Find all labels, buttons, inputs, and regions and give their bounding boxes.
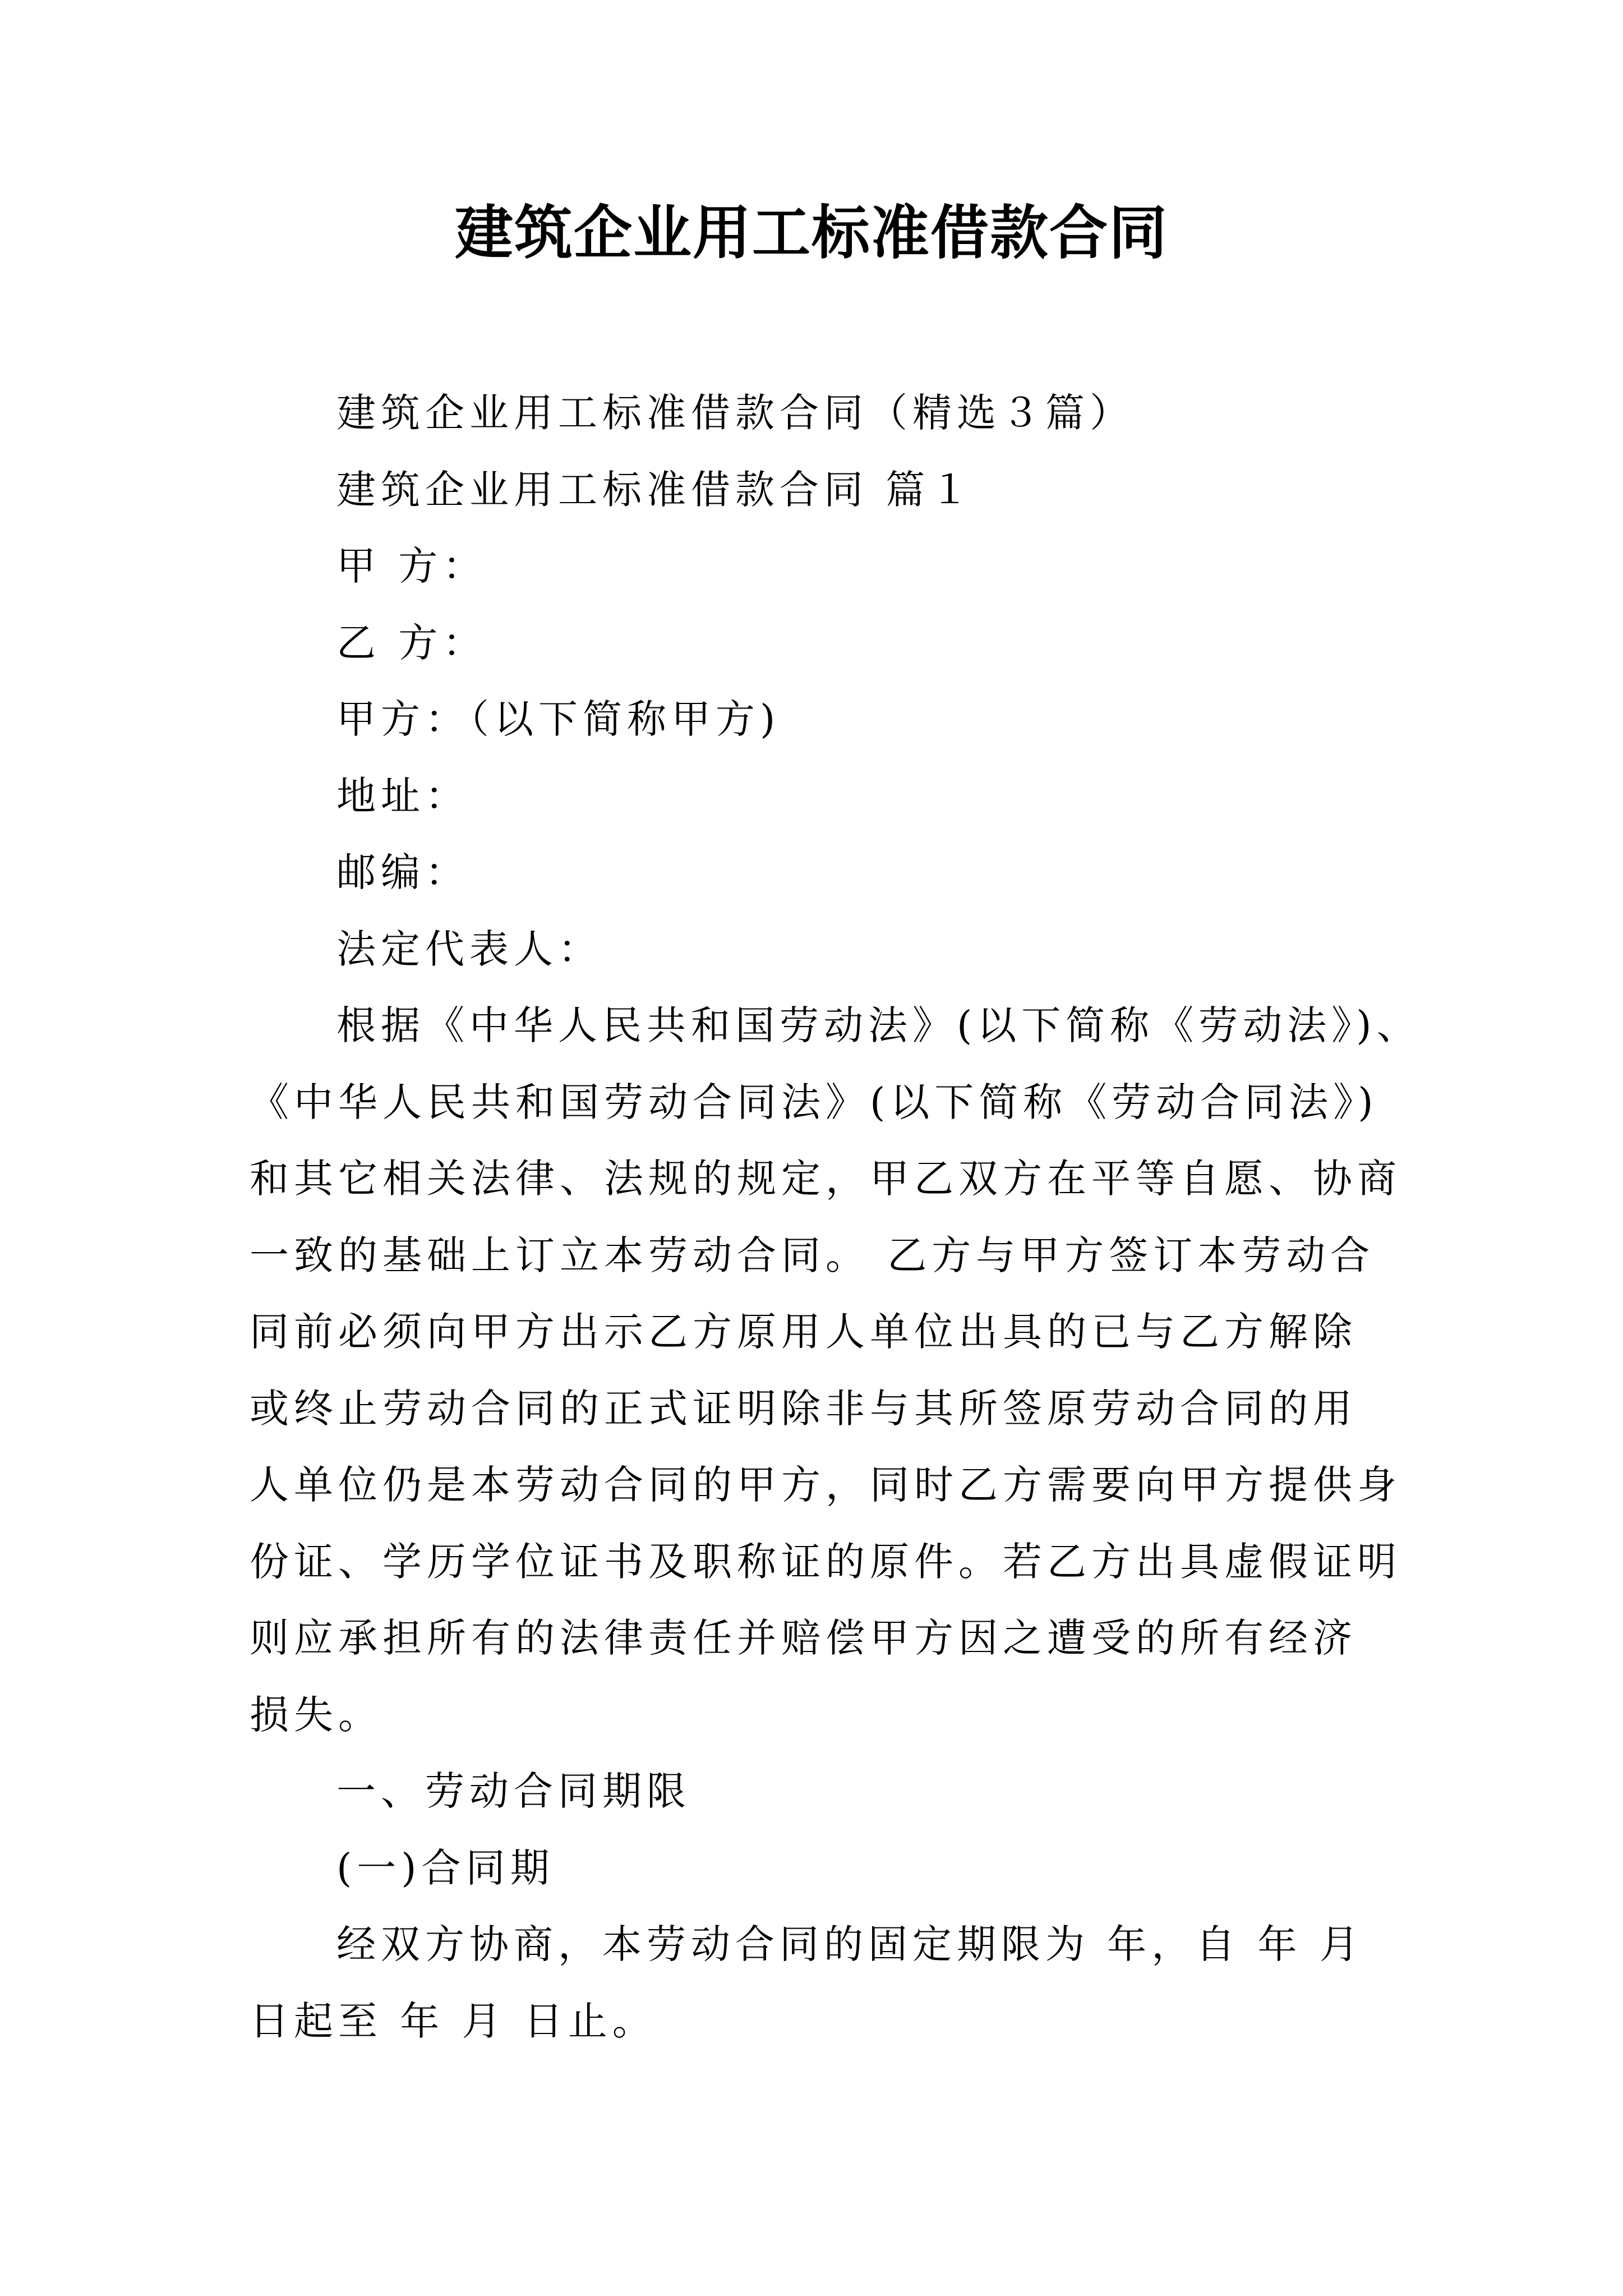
address-label: 地址： [336,773,469,819]
party-b-label: 乙 方： [336,620,487,666]
body-line: 和其它相关法律、法规的规定，甲乙双方在平等自愿、协商 [250,1156,1401,1202]
postcode-label: 邮编： [336,849,469,895]
body-line: 或终止劳动合同的正式证明除非与其所签原劳动合同的用 [250,1386,1357,1432]
party-a-label: 甲 方： [336,543,487,589]
body-line: 日起至 年 月 日止。 [250,1998,657,2044]
body-line: 同前必须向甲方出示乙方原用人单位出具的已与乙方解除 [250,1309,1357,1355]
section-heading: 建筑企业用工标准借款合同 篇１ [336,467,975,513]
document-title: 建筑企业用工标准借款合同 [454,198,1168,267]
subclause-heading: (一)合同期 [336,1845,555,1891]
body-line: 经双方协商，本劳动合同的固定期限为 年，自 年 月 [336,1921,1364,1967]
body-line: 份证、学历学位证书及职称证的原件。若乙方出具虚假证明 [250,1539,1401,1585]
body-line: 一致的基础上订立本劳动合同。 乙方与甲方签订本劳动合 [250,1232,1375,1278]
clause-heading: 一、劳动合同期限 [336,1768,691,1814]
subtitle-line: 建筑企业用工标准借款合同（精选３篇） [336,390,1134,436]
body-line: 根据《中华人民共和国劳动法》(以下简称《劳动法》)、 [336,1002,1421,1048]
body-line: 《中华人民共和国劳动合同法》(以下简称《劳动合同法》) [250,1079,1378,1125]
body-line: 则应承担所有的法律责任并赔偿甲方因之遭受的所有经济 [250,1615,1357,1661]
party-a-abbrev: 甲方：（以下简称甲方) [336,696,781,742]
body-line: 人单位仍是本劳动合同的甲方，同时乙方需要向甲方提供身 [250,1462,1401,1508]
legal-rep-label: 法定代表人： [336,926,602,972]
body-line: 损失。 [250,1692,382,1738]
